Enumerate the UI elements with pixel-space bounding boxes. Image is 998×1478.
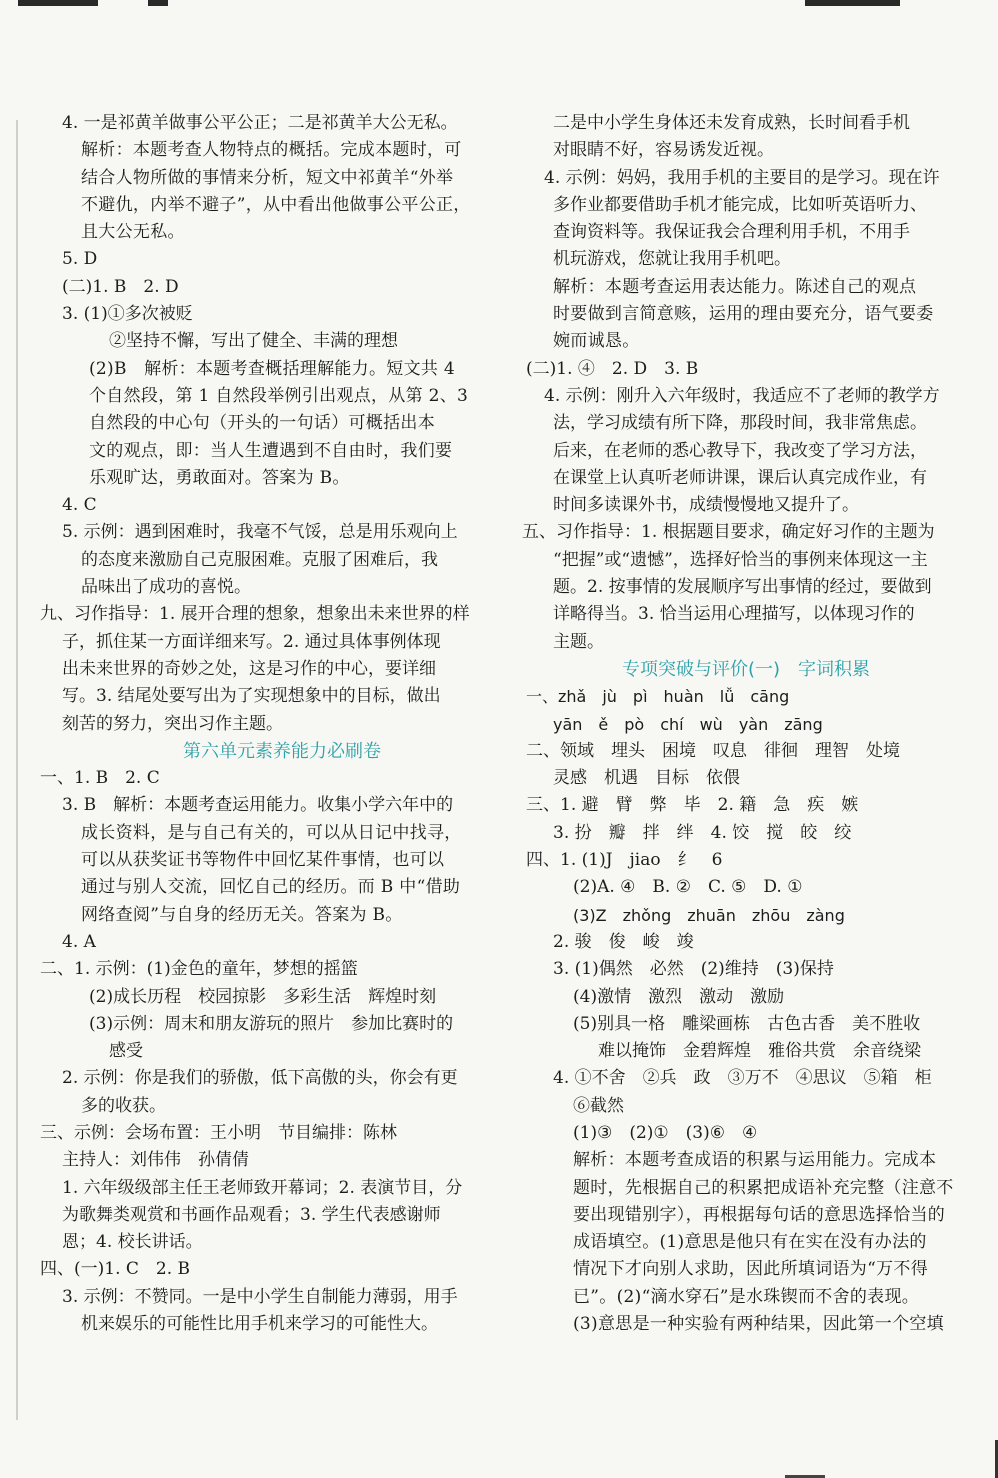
answer-line: (2)成长历程 校园掠影 多彩生活 辉煌时刻 xyxy=(89,986,437,1007)
answer-line: 1. 六年级级部主任王老师致开幕词；2. 表演节目，分 xyxy=(62,1177,463,1198)
analysis-line: 题时，先根据自己的积累把成语补充完整（注意不 xyxy=(573,1177,954,1198)
analysis-line: 文的观点，即：当人生遭遇到不自由时，我们要 xyxy=(89,440,453,461)
answer-line: “把握”或“遗憾”，选择好恰当的事例来体现这一主 xyxy=(553,549,928,570)
analysis-line: 自然段的中心句（开头的一句话）可概括出本 xyxy=(89,413,435,434)
answer-line: 3. B 解析：本题考查运用能力。收集小学六年中的 xyxy=(62,795,454,816)
answer-line: 主题。 xyxy=(553,631,604,652)
answer-line: 机玩游戏，您就让我用手机吧。 xyxy=(553,249,791,270)
answer-line: (5)别具一格 雕梁画栋 古色古香 美不胜收 xyxy=(573,1013,921,1034)
answer-line: 法，学习成绩有所下降，那段时间，我非常焦虑。 xyxy=(553,413,927,434)
answer-line: 4. A xyxy=(62,931,96,952)
answer-line: 5. 示例：遇到困难时，我毫不气馁，总是用乐观向上 xyxy=(62,522,458,543)
analysis-line: 情况下才向别人求助，因此所填词语为“万不得 xyxy=(573,1259,928,1280)
answer-line: 难以掩饰 金碧辉煌 雅俗共赏 余音绕梁 xyxy=(598,1041,921,1062)
answer-line: 出未来世界的奇妙之处，这是习作的中心，要详细 xyxy=(62,658,436,679)
analysis-line: 结合人物所做的事情来分析，短文中祁黄羊“外举 xyxy=(81,167,454,188)
answer-line: 3. (1)①多次被贬 xyxy=(62,304,193,325)
answer-line: 4. 示例：刚升入六年级时，我适应不了老师的教学方 xyxy=(544,385,940,406)
analysis-line: 个自然段，第 1 自然段举例引出观点，从第 2、3 xyxy=(89,385,469,406)
answer-line: (二)1. ④ 2. D 3. B xyxy=(526,358,699,379)
analysis-line: 婉而诚恳。 xyxy=(553,331,640,352)
answer-line: (3)示例：周末和朋友游玩的照片 参加比赛时的 xyxy=(89,1013,454,1034)
answer-line: 题。2. 按事情的发展顺序写出事情的经过，要做到 xyxy=(553,577,932,598)
answer-line: 二是中小学生身体还未发育成熟，长时间看手机 xyxy=(553,113,910,133)
answer-line: (2)A. ④ B. ② C. ⑤ D. ① xyxy=(573,877,803,898)
answer-line: 恩；4. 校长讲话。 xyxy=(62,1232,203,1253)
analysis-line: 可以从获奖证书等物件中回忆某件事情，也可以 xyxy=(81,850,445,871)
answer-line: 子，抓住某一方面详细来写。2. 通过具体事例体现 xyxy=(62,631,441,652)
answer-line: 三、示例：会场布置：王小明 节目编排：陈林 xyxy=(40,1122,397,1143)
analysis-line: 成长资料，是与自己有关的，可以从日记中找寻， xyxy=(81,822,462,843)
answer-line: 三、1. 避 臂 弊 毕 2. 籍 急 疾 嫉 xyxy=(526,795,859,816)
left-column xyxy=(40,110,502,1338)
answer-line: 4. C xyxy=(62,495,97,516)
answer-line: 5. D xyxy=(62,249,98,270)
answer-line: 一、1. B 2. C xyxy=(40,768,160,789)
analysis-line: 解析：本题考查成语的积累与运用能力。完成本 xyxy=(573,1150,937,1171)
answer-line: (1)③ (2)① (3)⑥ ④ xyxy=(573,1122,758,1143)
analysis-line: (2)B 解析：本题考查概括理解能力。短文共 4 xyxy=(89,358,455,379)
answer-line: 为歌舞类观赏和书画作品观看；3. 学生代表感谢师 xyxy=(62,1204,441,1225)
answer-line: 灵感 机遇 目标 依偎 xyxy=(553,768,740,789)
answer-line: 4. 一是祁黄羊做事公平公正；二是祁黄羊大公无私。 xyxy=(62,113,458,133)
analysis-line: (3)意思是一种实验有两种结果，因此第一个空填 xyxy=(573,1314,944,1335)
answer-line: 四、1. (1)J jiao 纟 6 xyxy=(526,850,723,871)
answer-line: 查询资料等。我保证我会合理利用手机，不用手 xyxy=(553,222,910,243)
analysis-line: 解析：本题考查人物特点的概括。完成本题时，可 xyxy=(81,140,462,161)
answer-line: 刻苦的努力，突出习作主题。 xyxy=(62,713,283,734)
analysis-line: 网络查阅”与自身的经历无关。答案为 B。 xyxy=(81,904,403,925)
answer-line: (二)1. B 2. D xyxy=(62,276,179,297)
answer-line: 感受 xyxy=(109,1041,143,1062)
answer-line: 详略得当。3. 恰当运用心理描写，以体现习作的 xyxy=(553,604,915,625)
section-heading: 专项突破与评价(一) 字词积累 xyxy=(621,658,871,680)
answer-line: 4. ①不舍 ②兵 政 ③万不 ④思议 ⑤箱 柜 xyxy=(553,1068,932,1089)
top-crop-mark-3 xyxy=(805,0,900,6)
answer-line: 九、习作指导：1. 展开合理的想象，想象出未来世界的样 xyxy=(40,604,470,625)
top-crop-mark-1 xyxy=(18,0,98,6)
top-crop-mark-2 xyxy=(148,0,168,6)
answer-line: 写。3. 结尾处要写出为了实现想象中的目标，做出 xyxy=(62,686,441,707)
section-heading: 第六单元素养能力必刷卷 xyxy=(183,740,381,762)
answer-line: 3. (1)偶然 必然 (2)维持 (3)保持 xyxy=(553,959,834,980)
analysis-line: 要出现错别字），再根据每句话的意思选择恰当的 xyxy=(573,1204,946,1225)
right-column xyxy=(522,110,966,1338)
answer-line: 2. 示例：你是我们的骄傲，低下高傲的头，你会有更 xyxy=(62,1068,458,1089)
analysis-line: 时要做到言简意赅，运用的理由要充分，语气要委 xyxy=(553,304,934,325)
answer-line: 二、1. 示例：(1)金色的童年，梦想的摇篮 xyxy=(40,959,358,980)
answer-line: 对眼睛不好，容易诱发近视。 xyxy=(553,140,774,161)
pinyin-line: (3)Z zhǒng zhuān zhōu zàng xyxy=(573,905,845,925)
answer-line: ⑥截然 xyxy=(573,1095,624,1116)
page-spine xyxy=(16,120,18,1420)
answer-line: 时间多读课外书，成绩慢慢地又提升了。 xyxy=(553,495,859,516)
analysis-line: 已”。(2)“滴水穿石”是水珠锲而不舍的表现。 xyxy=(573,1286,920,1307)
analysis-line: 且大公无私。 xyxy=(81,222,185,243)
answer-line: 五、习作指导：1. 根据题目要求，确定好习作的主题为 xyxy=(522,522,935,543)
pinyin-line: 一、zhǎ jù pì huàn lǚ cāng xyxy=(526,687,790,707)
answer-line: 3. 扮 瓣 拌 绊 4. 饺 搅 皎 绞 xyxy=(553,822,852,843)
analysis-line: 解析：本题考查运用表达能力。陈述自己的观点 xyxy=(553,276,917,297)
answer-line: 四、(一)1. C 2. B xyxy=(40,1259,191,1280)
answer-line: 在课堂上认真听老师讲课，课后认真完成作业，有 xyxy=(553,467,927,488)
answer-line: 多作业都要借助手机才能完成，比如听英语听力、 xyxy=(553,194,927,215)
analysis-line: 不避仇，内举不避子”，从中看出他做事公平公正， xyxy=(81,194,471,215)
answer-line: 品味出了成功的喜悦。 xyxy=(81,577,251,598)
analysis-line: 通过与别人交流，回忆自己的经历。而 B 中“借助 xyxy=(81,877,461,898)
answer-line: (4)激情 激烈 激动 激励 xyxy=(573,986,785,1007)
answer-line: 4. 示例：妈妈，我用手机的主要目的是学习。现在许 xyxy=(544,167,940,188)
analysis-line: 乐观旷达，勇敢面对。答案为 B。 xyxy=(89,467,350,488)
answer-line: 3. 示例：不赞同。一是中小学生自制能力薄弱，用手 xyxy=(62,1286,458,1307)
answer-line: 主持人：刘伟伟 孙倩倩 xyxy=(62,1150,249,1171)
analysis-line: 成语填空。(1)意思是他只有在实在没有办法的 xyxy=(573,1232,927,1253)
pinyin-line: yān ě pò chí wù yàn zāng xyxy=(553,714,823,734)
answer-line: 多的收获。 xyxy=(81,1095,166,1116)
answer-line: ②坚持不懈，写出了健全、丰满的理想 xyxy=(109,331,398,352)
answer-line: 二、领域 埋头 困境 叹息 徘徊 理智 处境 xyxy=(526,740,900,761)
answer-line: 的态度来激励自己克服困难。克服了困难后，我 xyxy=(81,549,438,570)
answer-line: 2. 骏 俊 峻 竣 xyxy=(553,931,694,952)
answer-line: 后来，在老师的悉心教导下，我改变了学习方法， xyxy=(553,440,927,461)
answer-line: 机来娱乐的可能性比用手机来学习的可能性大。 xyxy=(81,1314,438,1335)
